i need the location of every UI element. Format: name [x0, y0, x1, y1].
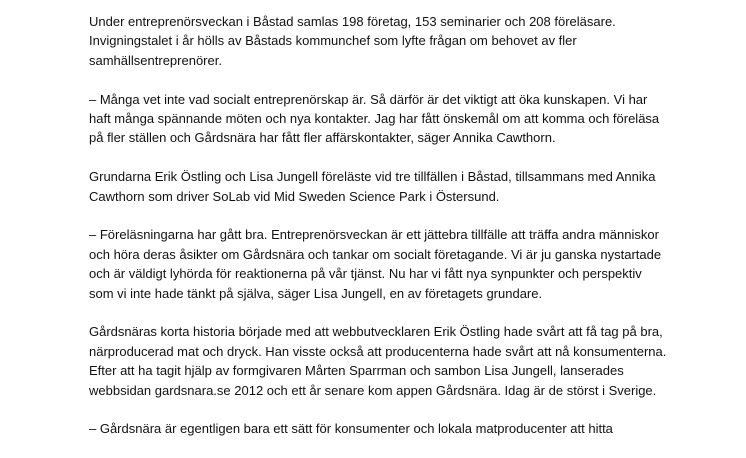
text-line: Invigningstalet i år hölls av Båstads kommunchef som lyfte frågan om behovet av fler [89, 33, 577, 49]
paragraph-founders [89, 167, 729, 206]
paragraph-intro [89, 12, 729, 70]
text-line: närproducerad mat och dryck. Han visste också att producenterna hade svårt att nå konsumenterna. [89, 343, 667, 359]
article-body [89, 12, 729, 458]
paragraph-closing-quote [89, 419, 729, 438]
text-line: som vi inte hade tänkt på själva, säger Lisa Jungell, en av företagets grundare. [89, 285, 543, 301]
text-line: Cawthorn som driver SoLab vid Mid Sweden Science Park i Östersund. [89, 188, 500, 204]
paragraph-history [89, 322, 729, 400]
text-line: Under entreprenörsveckan i Båstad samlas 198 företag, 153 seminarier och 208 föreläsare. [89, 14, 616, 29]
text-line: samhällsentreprenörer. [89, 52, 222, 68]
text-line: Efter att ha tagit hjälp av formgivaren Mårten Sparrman och sambon Lisa Jungell, lanserades [89, 363, 624, 379]
text-line: haft många spännande möten och nya kontakter. Jag har fått önskemål om att komma och föreläsa [89, 111, 660, 127]
text-line: Grundarna Erik Östling och Lisa Jungell föreläste vid tre tillfällen i Båstad, tillsammans med Annika [89, 169, 656, 185]
paragraph-quote-cawthorn [89, 90, 729, 148]
text-line: – Många vet inte vad socialt entreprenörskap är. Så därför är det viktigt att öka kunskapen. Vi har [89, 91, 648, 107]
text-line: – Föreläsningarna har gått bra. Entreprenörsveckan är ett jättebra tillfälle att träffa andra människor [89, 227, 659, 243]
text-line: webbsidan gardsnara.se 2012 och ett år senare kom appen Gårdsnära. Idag är de störst i Sverige. [89, 382, 657, 398]
text-line: – Gårdsnära är egentligen bara ett sätt för konsumenter och lokala matproducenter att hitta [89, 421, 613, 437]
text-line: och höra deras åsikter om Gårdsnära och tankar om socialt företagande. Vi är ju ganska nystartade [89, 246, 662, 262]
text-line: på fler ställen och Gårdsnära har fått fler affärskontakter, säger Annika Cawthorn. [89, 130, 556, 146]
paragraph-quote-jungell [89, 225, 729, 303]
text-line: och är väldigt lyhörda för reaktionerna på vår tjänst. Nu har vi fått nya synpunkter och perspektiv [89, 266, 642, 282]
text-line: Gårdsnäras korta historia började med att webbutvecklaren Erik Östling hade svårt att få tag på bra, [89, 324, 663, 340]
